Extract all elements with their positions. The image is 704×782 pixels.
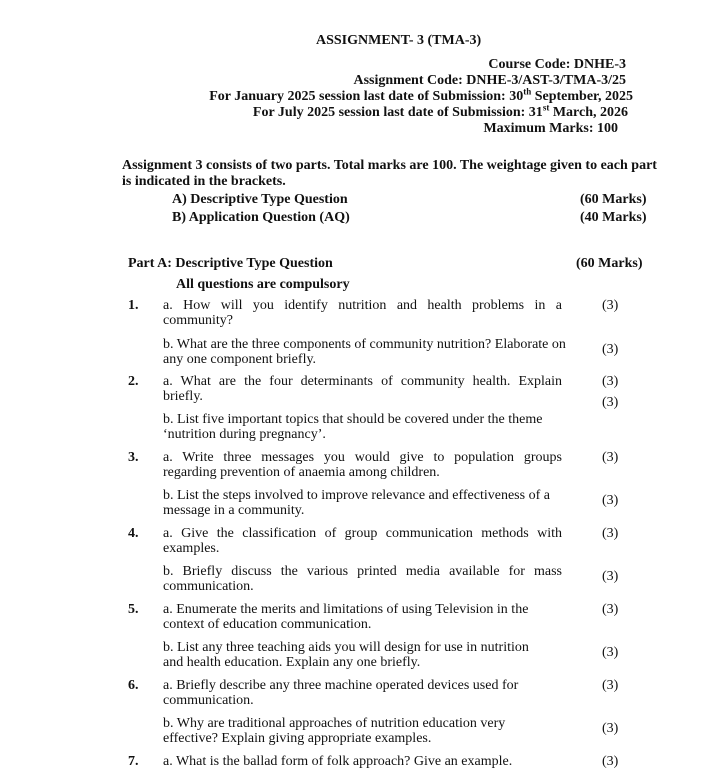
question-marks: (3) [602,342,619,357]
question-number: 5. [128,602,139,617]
question-number: 3. [128,450,139,465]
part-b-summary-label: B) Application Question (AQ) [172,210,350,225]
assignment-title: ASSIGNMENT- 3 (TMA-3) [316,33,482,48]
question-6b: b. Why are traditional approaches of nutrition education very effective? Explain giving appropriate examples. [163,716,506,746]
maximum-marks: Maximum Marks: 100 [483,121,618,136]
question-7a: a. What is the ballad form of folk approach? Give an example. [163,754,513,769]
compulsory-note: All questions are compulsory [176,277,350,292]
question-5b: b. List any three teaching aids you will design for use in nutrition and health education. Explain any one briefly. [163,640,529,670]
question-marks: (3) [602,678,619,693]
question-marks: (3) [602,754,619,769]
question-number: 1. [128,298,139,313]
question-number: 4. [128,526,139,541]
july-session-deadline: For July 2025 session last date of Submission: 31st March, 2026 [252,102,628,120]
question-marks: (3) [602,645,619,660]
question-marks: (3) [602,569,619,584]
question-number: 6. [128,678,139,693]
question-2a: a. What are the four determinants of community health. Explain briefly. [163,374,562,404]
part-a-summary-label: A) Descriptive Type Question [172,192,348,207]
part-a-marks: (60 Marks) [576,256,643,271]
january-session-deadline: For January 2025 session last date of Submission: 30th September, 2025 [209,86,633,104]
intro-line-1: Assignment 3 consists of two parts. Total marks are 100. The weightage given to each part [122,158,657,173]
question-1b: b. What are the three components of community nutrition? Elaborate on any one component briefly. [163,337,566,367]
question-marks: (3) [602,721,619,736]
question-4a: a. Give the classification of group communication methods with examples. [163,526,562,556]
question-6a: a. Briefly describe any three machine operated devices used for communication. [163,678,519,708]
part-b-summary-marks: (40 Marks) [580,210,647,225]
part-a-heading: Part A: Descriptive Type Question [128,256,333,271]
question-marks: (3) [602,298,619,313]
question-marks: (3) [602,450,619,465]
question-marks: (3) [602,395,619,410]
question-5a: a. Enumerate the merits and limitations of using Television in the context of education communication. [163,602,529,632]
part-a-summary-marks: (60 Marks) [580,192,647,207]
question-4b: b. Briefly discuss the various printed media available for mass communication. [163,564,562,594]
question-marks: (3) [602,374,619,389]
question-marks: (3) [602,602,619,617]
question-number: 2. [128,374,139,389]
question-marks: (3) [602,526,619,541]
question-1a: a. How will you identify nutrition and health problems in a community? [163,298,562,328]
question-3b: b. List the steps involved to improve relevance and effectiveness of a message in a community. [163,488,550,518]
question-marks: (3) [602,493,619,508]
assignment-code: Assignment Code: DNHE-3/AST-3/TMA-3/25 [353,73,626,88]
intro-line-2: is indicated in the brackets. [122,174,286,189]
question-2b: b. List five important topics that should be covered under the theme ‘nutrition during pregnancy’. [163,412,543,442]
question-3a: a. Write three messages you would give to population groups regarding prevention of anaemia among children. [163,450,562,480]
course-code: Course Code: DNHE-3 [488,57,626,72]
question-number: 7. [128,754,139,769]
